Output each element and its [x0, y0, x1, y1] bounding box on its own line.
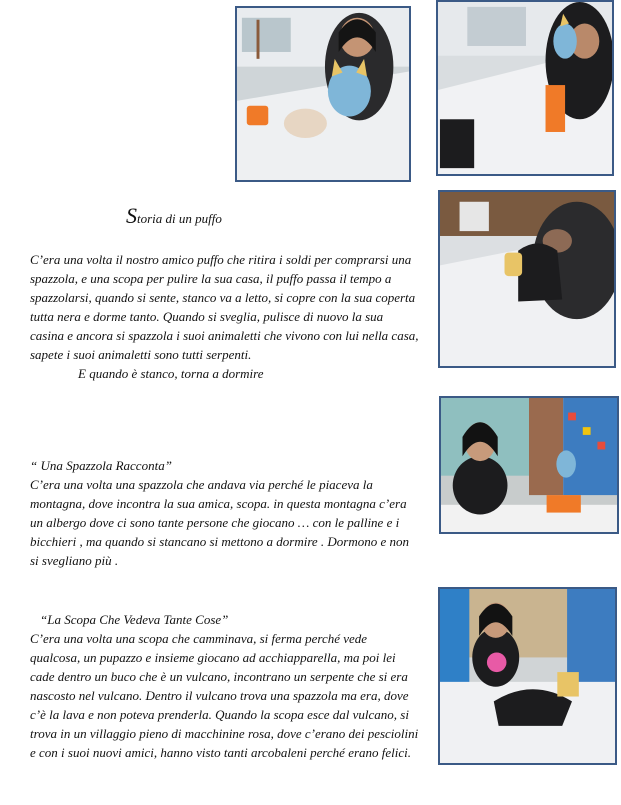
photo-child-with-toy-and-brush [235, 6, 411, 182]
photo-child-in-classroom [439, 396, 619, 534]
story-puffo-body: C’era una volta il nostro amico puffo che ritira i soldi per comprarsi una spazzola, e una scopa per pulire la sua casa, il puffo passa il tempo a spazzolarsi, quando si sente, stanco va a letto, si copre con la sua coperta tutta nera e dorme tanto. Quando si sveglia, pulisce di nuovo la sua casina e ancora si spazzola i suoi animaletti che vivono con lui nella casa, sapete i suoi animaletti sono tutti serpenti. [30, 252, 419, 362]
story-puffo-closing: E quando è stanco, torna a dormire [78, 366, 264, 381]
title-rest: toria di un puffo [137, 211, 222, 226]
photo-child-holding-brush [436, 0, 614, 176]
photo-child-pink-shirt [438, 587, 617, 765]
story-scopa-heading: “La Scopa Che Vedeva Tante Cose” [40, 612, 229, 627]
story-scopa [30, 610, 420, 762]
photo-toy-under-blanket [438, 190, 616, 368]
title-initial: S [126, 203, 137, 228]
story-spazzola-body: C’era una volta una spazzola che andava via perché le piaceva la montagna, dove incontra la sua amica, scopa. in questa montagna c’era un albergo dove ci sono tante persone che giocano … con le palline e i bicchieri , ma quando si stancano si mettono a dormire . Dormono e non si svegliano più . [30, 477, 410, 568]
story-title [126, 203, 222, 229]
story-spazzola-heading: “ Una Spazzola Racconta” [30, 458, 172, 473]
story-spazzola [30, 456, 420, 570]
story-puffo [30, 250, 420, 383]
story-scopa-body: C’era una volta una scopa che camminava, si ferma perché vede qualcosa, un pupazzo e insieme giocano ad acchiapparella, ma poi lei cade dentro un buco che è un vulcano, incontrano un serpente che si era nascosto nel vulcano. Dentro il vulcano trova una spazzola ma era, dove c’è la lava e non poteva prenderla. Quando la scopa esce dal vulcano, si trova in un villaggio pieno di macchinine rosa, dove c’erano dei pesciolini e con i suoi nuovi amici, hanno visto tanti arcobaleni perché erano felici. [30, 631, 419, 760]
